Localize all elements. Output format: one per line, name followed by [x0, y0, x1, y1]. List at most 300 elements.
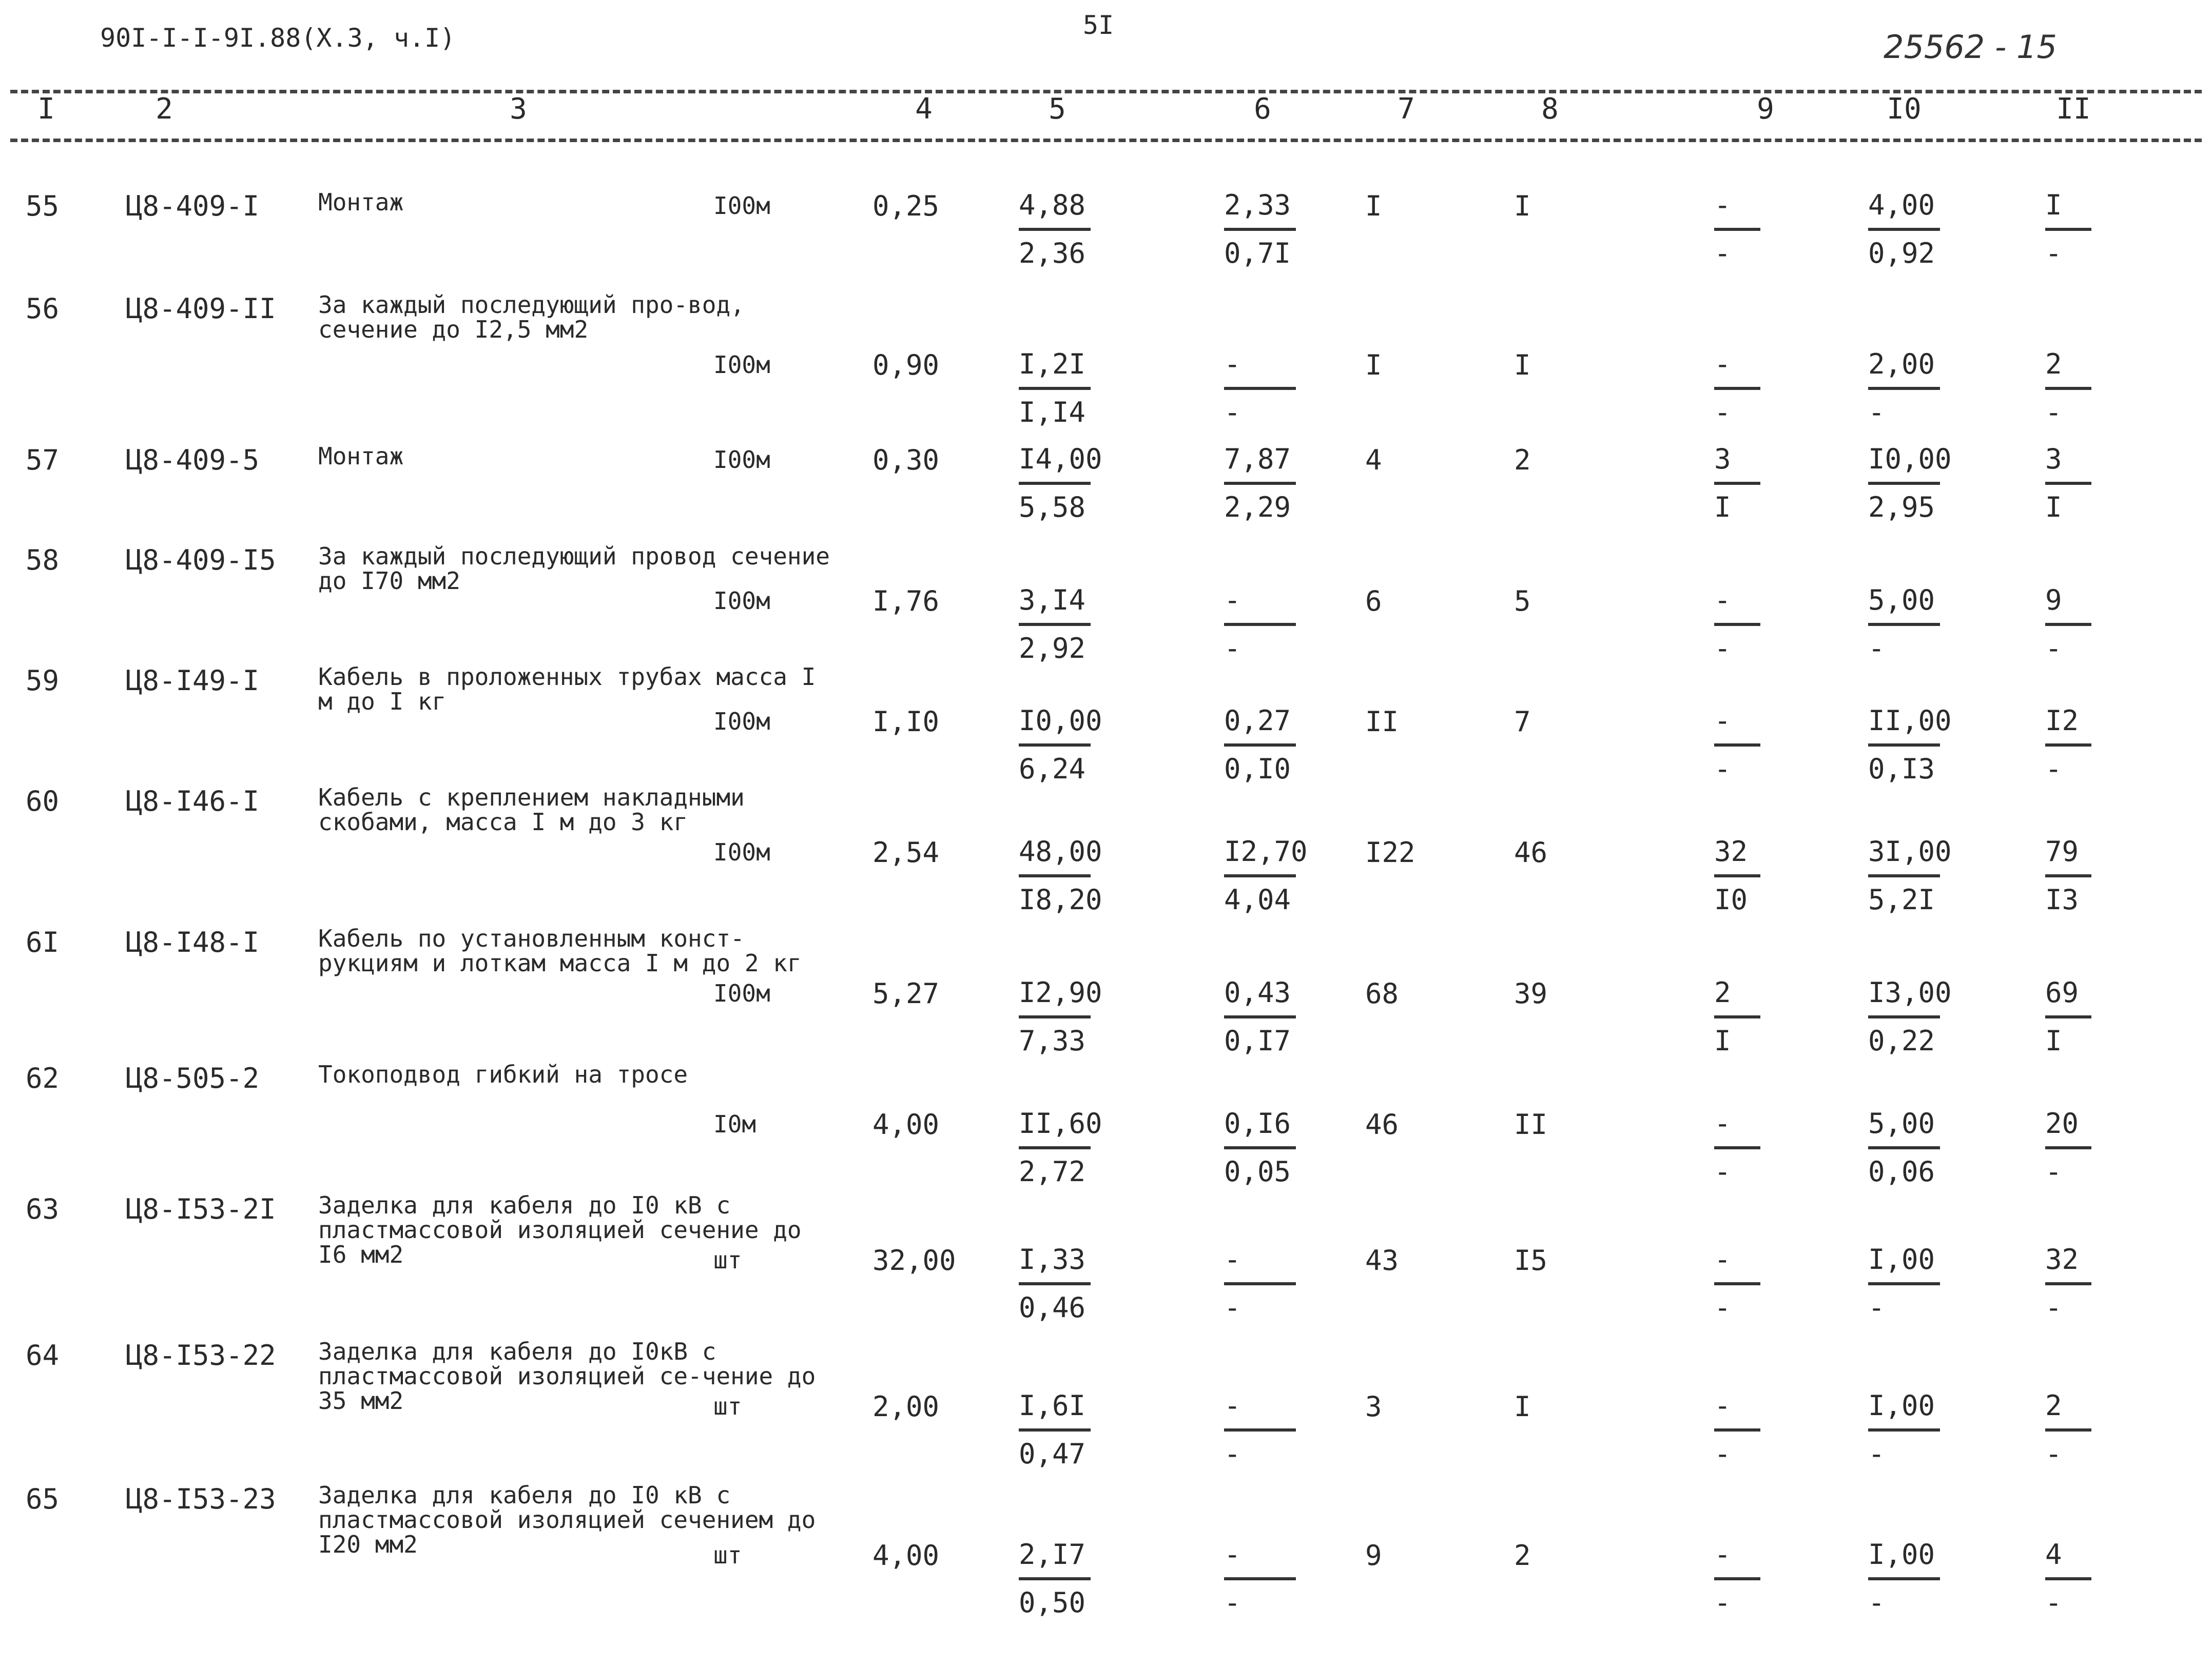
col7-value: 4 — [1365, 444, 1382, 476]
work-description: Заделка для кабеля до I0 кВ с пластмассовой изоляцией сечение до I6 мм2 — [318, 1191, 802, 1268]
col7-value: 3 — [1365, 1390, 1382, 1423]
fraction-bar — [1868, 387, 1940, 390]
fraction-bar — [1868, 1577, 1940, 1580]
col9-fraction — [1714, 444, 1760, 523]
fraction-bar — [2045, 387, 2091, 390]
col11-fraction-denominator: I — [2045, 491, 2062, 523]
col10-fraction-numerator: I,00 — [1868, 1243, 1935, 1276]
col5-fraction — [1019, 1244, 1091, 1323]
col9-fraction-numerator: 3 — [1714, 443, 1731, 475]
col8-value: I — [1514, 190, 1531, 222]
col11-fraction-numerator: 20 — [2045, 1107, 2079, 1140]
col9-fraction — [1714, 1244, 1760, 1323]
row-number: 62 — [26, 1062, 60, 1094]
col6-fraction — [1224, 977, 1296, 1056]
col9-fraction-numerator: - — [1714, 704, 1731, 737]
fraction-bar — [2045, 1428, 2091, 1432]
col9-fraction-denominator: - — [1714, 1291, 1731, 1324]
col5-fraction-numerator: I,33 — [1019, 1243, 1086, 1276]
col7-value: 6 — [1365, 585, 1382, 617]
col10-fraction-numerator: I,00 — [1868, 1389, 1935, 1422]
col6-fraction — [1224, 836, 1308, 915]
col9-fraction-denominator: - — [1714, 237, 1731, 269]
work-description: За каждый последующий про-вод, сечение до I2,5 мм2 — [318, 291, 745, 343]
col11-fraction-denominator: - — [2045, 1291, 2062, 1324]
col9-fraction — [1714, 585, 1760, 664]
col10-fraction — [1868, 977, 1952, 1056]
col10-fraction-numerator: 5,00 — [1868, 1107, 1935, 1140]
quantity: 4,00 — [872, 1539, 940, 1572]
fraction-bar — [1714, 482, 1760, 485]
quantity: I,I0 — [872, 705, 940, 738]
fraction-bar — [1224, 387, 1296, 390]
col6-fraction-denominator: - — [1224, 396, 1241, 428]
quantity: 4,00 — [872, 1108, 940, 1141]
column-number: 4 — [915, 92, 933, 126]
col6-fraction-numerator: I2,70 — [1224, 835, 1308, 868]
quantity: 2,00 — [872, 1390, 940, 1423]
fraction-bar — [1714, 623, 1760, 626]
col5-fraction-denominator: I8,20 — [1019, 884, 1102, 916]
column-number: I0 — [1887, 92, 1922, 126]
col5-fraction-denominator: 2,92 — [1019, 632, 1086, 664]
col6-fraction-numerator: 0,43 — [1224, 976, 1291, 1009]
col9-fraction — [1714, 1539, 1760, 1618]
column-number: 2 — [156, 92, 173, 126]
col7-value: I — [1365, 190, 1382, 222]
col5-fraction-numerator: 2,I7 — [1019, 1538, 1086, 1571]
rate-code: Ц8-I46-I — [126, 785, 260, 817]
row-number: 64 — [26, 1339, 60, 1371]
fraction-bar — [1714, 1428, 1760, 1432]
col11-fraction-numerator: 79 — [2045, 835, 2079, 868]
col10-fraction — [1868, 705, 1952, 785]
col11-fraction-numerator: I — [2045, 189, 2062, 221]
work-description: Монтаж — [318, 188, 404, 216]
col10-fraction-denominator: - — [1868, 396, 1885, 428]
unit-of-measure: шт — [713, 1246, 742, 1274]
rate-code: Ц8-409-5 — [126, 444, 260, 476]
column-number: I — [37, 92, 55, 126]
col5-fraction-denominator: 2,36 — [1019, 237, 1086, 269]
rate-code: Ц8-505-2 — [126, 1062, 260, 1094]
col10-fraction — [1868, 585, 1940, 664]
work-description: За каждый последующий провод сечение до I70 мм2 — [318, 542, 830, 595]
col11-fraction-denominator: - — [2045, 1438, 2062, 1470]
col5-fraction — [1019, 1539, 1091, 1618]
col10-fraction-numerator: 2,00 — [1868, 348, 1935, 380]
fraction-bar — [2045, 1577, 2091, 1580]
col9-fraction — [1714, 1108, 1760, 1187]
col11-fraction-numerator: 9 — [2045, 584, 2062, 616]
col11-fraction-numerator: 4 — [2045, 1538, 2062, 1571]
rate-code: Ц8-I53-23 — [126, 1483, 276, 1515]
fraction-bar — [1714, 874, 1760, 877]
col6-fraction-numerator: 0,I6 — [1224, 1107, 1291, 1140]
fraction-bar — [2045, 1282, 2091, 1285]
fraction-bar — [1224, 1282, 1296, 1285]
fraction-bar — [1019, 1577, 1091, 1580]
col5-fraction-numerator: II,60 — [1019, 1107, 1102, 1140]
col8-value: I — [1514, 1390, 1531, 1423]
col11-fraction — [2045, 836, 2091, 915]
col5-fraction-numerator: 48,00 — [1019, 835, 1102, 868]
col5-fraction-denominator: 7,33 — [1019, 1025, 1086, 1057]
fraction-bar — [2045, 482, 2091, 485]
col9-fraction-numerator: 32 — [1714, 835, 1748, 868]
col6-fraction-numerator: 0,27 — [1224, 704, 1291, 737]
fraction-bar — [1019, 623, 1091, 626]
col7-value: II — [1365, 705, 1399, 738]
work-description: Токоподвод гибкий на тросе — [318, 1061, 688, 1088]
fraction-bar — [1224, 743, 1296, 747]
col5-fraction-denominator: I,I4 — [1019, 396, 1086, 428]
quantity: I,76 — [872, 585, 940, 617]
fraction-bar — [1224, 874, 1296, 877]
fraction-bar — [1224, 482, 1296, 485]
rate-code: Ц8-I49-I — [126, 664, 260, 697]
fraction-bar — [1868, 623, 1940, 626]
fraction-bar — [1868, 1282, 1940, 1285]
col6-fraction — [1224, 585, 1296, 664]
fraction-bar — [1224, 1015, 1296, 1018]
rate-code: Ц8-I48-I — [126, 926, 260, 958]
fraction-bar — [1019, 387, 1091, 390]
quantity: 0,90 — [872, 349, 940, 381]
col5-fraction — [1019, 977, 1102, 1056]
row-number: 55 — [26, 190, 60, 222]
col8-value: 2 — [1514, 1539, 1531, 1572]
col6-fraction-denominator: - — [1224, 1438, 1241, 1470]
col10-fraction-denominator: 0,I3 — [1868, 753, 1935, 785]
work-description: Заделка для кабеля до I0 кВ с пластмассовой изоляцией сечением до I20 мм2 — [318, 1481, 816, 1558]
col9-fraction-numerator: - — [1714, 1538, 1731, 1571]
col11-fraction-numerator: 69 — [2045, 976, 2079, 1009]
fraction-bar — [1019, 1282, 1091, 1285]
col11-fraction-numerator: 2 — [2045, 348, 2062, 380]
col10-fraction-denominator: - — [1868, 1438, 1885, 1470]
col10-fraction-numerator: II,00 — [1868, 704, 1952, 737]
column-number: 3 — [510, 92, 527, 126]
column-number: II — [2056, 92, 2091, 126]
fraction-bar — [1224, 623, 1296, 626]
fraction-bar — [1019, 743, 1091, 747]
col11-fraction-denominator: - — [2045, 237, 2062, 269]
column-number: 8 — [1541, 92, 1559, 126]
col10-fraction — [1868, 1390, 1940, 1469]
col5-fraction — [1019, 705, 1102, 785]
rate-code: Ц8-409-II — [126, 292, 276, 325]
col6-fraction-numerator: - — [1224, 1243, 1241, 1276]
unit-of-measure: I00м — [713, 838, 770, 866]
col7-value: I22 — [1365, 836, 1415, 869]
col5-fraction-denominator: 0,46 — [1019, 1291, 1086, 1324]
col10-fraction-denominator: - — [1868, 632, 1885, 664]
rate-code: Ц8-I53-2I — [126, 1193, 276, 1225]
col9-fraction-denominator: I — [1714, 491, 1731, 523]
col9-fraction-numerator: - — [1714, 1243, 1731, 1276]
unit-of-measure: I00м — [713, 351, 770, 379]
col7-value: 43 — [1365, 1244, 1399, 1277]
col8-value: I — [1514, 349, 1531, 381]
quantity: 5,27 — [872, 977, 940, 1010]
col6-fraction — [1224, 1390, 1296, 1469]
col6-fraction — [1224, 1108, 1296, 1187]
fraction-bar — [1714, 228, 1760, 231]
col11-fraction — [2045, 1108, 2091, 1187]
col9-fraction-numerator: 2 — [1714, 976, 1731, 1009]
col9-fraction — [1714, 836, 1760, 915]
col9-fraction — [1714, 705, 1760, 785]
col11-fraction-denominator: - — [2045, 632, 2062, 664]
col6-fraction-denominator: 2,29 — [1224, 491, 1291, 523]
col11-fraction — [2045, 1244, 2091, 1323]
fraction-bar — [2045, 874, 2091, 877]
work-description: Монтаж — [318, 442, 404, 470]
fraction-bar — [1019, 1015, 1091, 1018]
col6-fraction-numerator: - — [1224, 348, 1241, 380]
unit-of-measure: I00м — [713, 446, 770, 474]
col8-value: 5 — [1514, 585, 1531, 617]
col10-fraction-numerator: 3I,00 — [1868, 835, 1952, 868]
col7-value: I — [1365, 349, 1382, 381]
col5-fraction-numerator: 4,88 — [1019, 189, 1086, 221]
document-code: 90I-I-I-9I.88(X.3, ч.I) — [100, 23, 456, 53]
col10-fraction-numerator: I,00 — [1868, 1538, 1935, 1571]
col5-fraction-denominator: 0,47 — [1019, 1438, 1086, 1470]
col5-fraction-denominator: 2,72 — [1019, 1155, 1086, 1188]
unit-of-measure: I00м — [713, 979, 770, 1007]
col10-fraction — [1868, 190, 1940, 269]
column-number: 9 — [1757, 92, 1774, 126]
col9-fraction-denominator: - — [1714, 753, 1731, 785]
fraction-bar — [1714, 387, 1760, 390]
col9-fraction-denominator: - — [1714, 632, 1731, 664]
rate-code: Ц8-409-I — [126, 190, 260, 222]
col9-fraction — [1714, 977, 1760, 1056]
quantity: 0,30 — [872, 444, 940, 476]
col9-fraction-numerator: - — [1714, 1107, 1731, 1140]
col7-value: 68 — [1365, 977, 1399, 1010]
col6-fraction — [1224, 190, 1296, 269]
col11-fraction-denominator: I — [2045, 1025, 2062, 1057]
fraction-bar — [1224, 1146, 1296, 1149]
unit-of-measure: I00м — [713, 708, 770, 735]
col10-fraction — [1868, 836, 1952, 915]
col6-fraction — [1224, 349, 1296, 428]
col11-fraction-numerator: 32 — [2045, 1243, 2079, 1276]
row-number: 59 — [26, 664, 60, 697]
col11-fraction-numerator: I2 — [2045, 704, 2079, 737]
fraction-bar — [2045, 743, 2091, 747]
fraction-bar — [1224, 1577, 1296, 1580]
fraction-bar — [1224, 228, 1296, 231]
row-number: 63 — [26, 1193, 60, 1225]
col7-value: 46 — [1365, 1108, 1399, 1141]
col8-value: 2 — [1514, 444, 1531, 476]
work-description: Кабель по установленным конст-рукциям и лоткам масса I м до 2 кг — [318, 925, 802, 977]
col5-fraction-denominator: 6,24 — [1019, 753, 1086, 785]
col6-fraction-numerator: 7,87 — [1224, 443, 1291, 475]
col8-value: 7 — [1514, 705, 1531, 738]
col5-fraction-numerator: I,6I — [1019, 1389, 1086, 1422]
col5-fraction-numerator: 3,I4 — [1019, 584, 1086, 616]
col6-fraction — [1224, 1244, 1296, 1323]
row-number: 58 — [26, 544, 60, 576]
row-number: 56 — [26, 292, 60, 325]
col11-fraction-denominator: - — [2045, 753, 2062, 785]
col6-fraction-denominator: 0,05 — [1224, 1155, 1291, 1188]
col10-fraction-denominator: 0,22 — [1868, 1025, 1935, 1057]
col11-fraction — [2045, 190, 2091, 269]
col9-fraction-numerator: - — [1714, 584, 1731, 616]
fraction-bar — [2045, 623, 2091, 626]
col5-fraction — [1019, 836, 1102, 915]
col9-fraction — [1714, 190, 1760, 269]
col7-value: 9 — [1365, 1539, 1382, 1572]
col6-fraction-denominator: 0,7I — [1224, 237, 1291, 269]
col9-fraction-denominator: - — [1714, 396, 1731, 428]
col10-fraction-denominator: 2,95 — [1868, 491, 1935, 523]
col10-fraction — [1868, 1244, 1940, 1323]
col6-fraction-denominator: 4,04 — [1224, 884, 1291, 916]
column-number: 7 — [1398, 92, 1415, 126]
fraction-bar — [1714, 1146, 1760, 1149]
col9-fraction-denominator: - — [1714, 1586, 1731, 1619]
col10-fraction-numerator: I3,00 — [1868, 976, 1952, 1009]
col6-fraction-numerator: - — [1224, 1389, 1241, 1422]
col8-value: I5 — [1514, 1244, 1548, 1277]
col6-fraction — [1224, 705, 1296, 785]
col9-fraction-numerator: - — [1714, 348, 1731, 380]
col5-fraction-numerator: I0,00 — [1019, 704, 1102, 737]
fraction-bar — [1019, 482, 1091, 485]
quantity: 2,54 — [872, 836, 940, 869]
col9-fraction — [1714, 1390, 1760, 1469]
column-number: 6 — [1254, 92, 1271, 126]
fraction-bar — [1714, 1282, 1760, 1285]
col10-fraction — [1868, 1108, 1940, 1187]
col6-fraction-numerator: - — [1224, 1538, 1241, 1571]
col11-fraction — [2045, 705, 2091, 785]
col11-fraction — [2045, 1539, 2091, 1618]
row-number: 65 — [26, 1483, 60, 1515]
sheet-mark: 25562 - 15 — [1884, 28, 2057, 66]
col6-fraction — [1224, 444, 1296, 523]
fraction-bar — [1019, 1146, 1091, 1149]
unit-of-measure: шт — [713, 1393, 742, 1420]
fraction-bar — [1868, 482, 1940, 485]
col11-fraction-denominator: - — [2045, 396, 2062, 428]
fraction-bar — [1868, 228, 1940, 231]
col9-fraction-denominator: - — [1714, 1155, 1731, 1188]
fraction-bar — [2045, 228, 2091, 231]
col5-fraction — [1019, 444, 1102, 523]
col6-fraction-numerator: - — [1224, 584, 1241, 616]
col11-fraction — [2045, 977, 2091, 1056]
col8-value: 39 — [1514, 977, 1548, 1010]
col9-fraction-denominator: I0 — [1714, 884, 1748, 916]
col11-fraction — [2045, 585, 2091, 664]
fraction-bar — [1868, 874, 1940, 877]
column-number-header — [0, 92, 2212, 133]
col11-fraction — [2045, 349, 2091, 428]
quantity: 32,00 — [872, 1244, 956, 1277]
rate-code: Ц8-I53-22 — [126, 1339, 276, 1371]
fraction-bar — [1714, 1577, 1760, 1580]
fraction-bar — [1224, 1428, 1296, 1432]
col5-fraction-denominator: 0,50 — [1019, 1586, 1086, 1619]
fraction-bar — [1019, 228, 1091, 231]
unit-of-measure: I00м — [713, 587, 770, 615]
col9-fraction — [1714, 349, 1760, 428]
col5-fraction — [1019, 1390, 1091, 1469]
col9-fraction-denominator: I — [1714, 1025, 1731, 1057]
fraction-bar — [1868, 1015, 1940, 1018]
col10-fraction — [1868, 444, 1952, 523]
fraction-bar — [1714, 743, 1760, 747]
col10-fraction-denominator: 0,06 — [1868, 1155, 1935, 1188]
fraction-bar — [1019, 874, 1091, 877]
col5-fraction-numerator: I2,90 — [1019, 976, 1102, 1009]
col5-fraction — [1019, 190, 1091, 269]
col10-fraction — [1868, 349, 1940, 428]
col6-fraction-denominator: 0,I0 — [1224, 753, 1291, 785]
row-number: 6I — [26, 926, 60, 958]
rate-code: Ц8-409-I5 — [126, 544, 276, 576]
unit-of-measure: I0м — [713, 1110, 756, 1138]
quantity: 0,25 — [872, 190, 940, 222]
col6-fraction-denominator: 0,I7 — [1224, 1025, 1291, 1057]
fraction-bar — [2045, 1015, 2091, 1018]
col10-fraction-denominator: 0,92 — [1868, 237, 1935, 269]
col11-fraction-numerator: 2 — [2045, 1389, 2062, 1422]
column-number: 5 — [1049, 92, 1066, 126]
col9-fraction-denominator: - — [1714, 1438, 1731, 1470]
row-number: 60 — [26, 785, 60, 817]
fraction-bar — [1868, 1428, 1940, 1432]
col10-fraction — [1868, 1539, 1940, 1618]
col10-fraction-numerator: 4,00 — [1868, 189, 1935, 221]
work-description: Кабель с креплением накладными скобами, масса I м до 3 кг — [318, 783, 745, 836]
col5-fraction — [1019, 349, 1091, 428]
col5-fraction — [1019, 585, 1091, 664]
col10-fraction-denominator: - — [1868, 1291, 1885, 1324]
fraction-bar — [1868, 743, 1940, 747]
col11-fraction-denominator: I3 — [2045, 884, 2079, 916]
col9-fraction-numerator: - — [1714, 189, 1731, 221]
fraction-bar — [1714, 1015, 1760, 1018]
fraction-bar — [2045, 1146, 2091, 1149]
col9-fraction-numerator: - — [1714, 1389, 1731, 1422]
col5-fraction-numerator: I,2I — [1019, 348, 1086, 380]
col11-fraction-denominator: - — [2045, 1586, 2062, 1619]
col5-fraction-numerator: I4,00 — [1019, 443, 1102, 475]
work-description: Кабель в проложенных трубах масса I м до I кг — [318, 663, 816, 715]
col11-fraction — [2045, 1390, 2091, 1469]
unit-of-measure: шт — [713, 1541, 742, 1569]
col8-value: 46 — [1514, 836, 1548, 869]
col11-fraction-denominator: - — [2045, 1155, 2062, 1188]
work-description: Заделка для кабеля до I0кВ с пластмассовой изоляцией се-чение до 35 мм2 — [318, 1338, 816, 1415]
col10-fraction-numerator: 5,00 — [1868, 584, 1935, 616]
col5-fraction-denominator: 5,58 — [1019, 491, 1086, 523]
col6-fraction-numerator: 2,33 — [1224, 189, 1291, 221]
col11-fraction — [2045, 444, 2091, 523]
col10-fraction-denominator: - — [1868, 1586, 1885, 1619]
unit-of-measure: I00м — [713, 192, 770, 220]
row-number: 57 — [26, 444, 60, 476]
